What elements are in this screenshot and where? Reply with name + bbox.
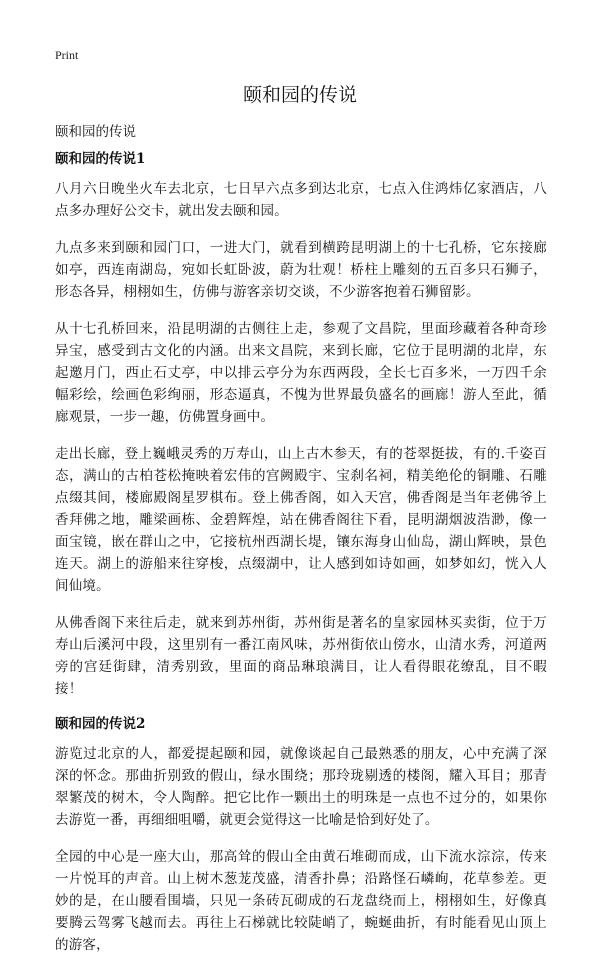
document-subtitle: 颐和园的传说 <box>55 124 136 140</box>
section-heading: 颐和园的传说1 <box>55 151 146 167</box>
document-body <box>55 150 547 971</box>
paragraph: 从佛香阁下来往后走，就来到苏州街，苏州街是著名的皇家园林买卖街，位于万寿山后溪河中段，这里别有一番江南风味，苏州街依山傍水，山清水秀，河道两旁的宫廷街肆，清秀别致，里面的商品琳琅满目，让人看得眼花缭乱，目不暇接！ <box>55 615 547 697</box>
page-title: 颐和园的传说 <box>242 84 357 106</box>
print-link[interactable]: Print <box>55 48 79 62</box>
section-heading: 颐和园的传说2 <box>55 716 146 732</box>
paragraph: 八月六日晚坐火车去北京，七日早六点多到达北京，七点入住鸿炜亿家酒店，八点多办理好公交卡，就出发去颐和园。 <box>55 181 547 219</box>
paragraph: 从十七孔桥回来，沿昆明湖的古侧往上走，参观了文昌院，里面珍藏着各种奇珍异宝，感受到古文化的内涵。出来文昌院，来到长廊，它位于昆明湖的北岸，东起邀月门，西止石丈亭，中以排云亭分为东西两段，全长七百多米，一万四千余幅彩绘，绘画色彩绚丽，形态逼真，不愧为世界最负盛名的画廊！游人至此，循廊观景，一步一趣，仿佛置身画中。 <box>55 321 547 425</box>
paragraph: 全园的中心是一座大山，那高耸的假山全由黄石堆砌而成，山下流水淙淙，传来一片悦耳的声音。山上树木葱茏茂盛，清香扑鼻；沿路怪石嶙峋，花草参差。更妙的是，在山腰看围墙，只见一条砖瓦砌成的石龙盘绕而上，栩栩如生，好像真要腾云驾雾飞越而去。再往上石梯就比较陡峭了，蜿蜒曲折，有时能看见山顶上的游客， <box>55 849 547 953</box>
section <box>55 150 547 700</box>
section <box>55 715 547 956</box>
paragraph: 九点多来到颐和园门口，一进大门，就看到横跨昆明湖上的十七孔桥，它东接廊如亭，西连南湖岛，宛如长虹卧波，蔚为壮观！桥柱上雕刻的五百多只石狮子，形态各异，栩栩如生，仿佛与游客亲切交谈，不少游客抱着石狮留影。 <box>55 240 547 300</box>
paragraph: 游览过北京的人，都爱提起颐和园，就像谈起自己最熟悉的朋友，心中充满了深深的怀念。那曲折别致的假山，绿水围绕；那玲珑剔透的楼阁，耀入耳目；那青翠繁茂的树木，令人陶醉。把它比作一颗出土的明珠是一点也不过分的，如果你去游览一番，再细细咀嚼，就更会觉得这一比喻是恰到好处了。 <box>55 746 547 828</box>
paragraph: 走出长廊，登上巍峨灵秀的万寿山，山上古木参天，有的苍翠挺拔，有的.千姿百态，满山的古柏苍松掩映着宏伟的宫阙殿宇、宝刹名祠，精美绝伦的铜雕、石雕点缀其间，楼廊殿阁星罗棋布。登上佛香阁，如入天宫，佛香阁是当年老佛爷上香拜佛之地，雕梁画栋、金碧辉煌，站在佛香阁往下看，昆明湖烟波浩渺，像一面宝镜，嵌在群山之中，它接杭州西湖长堤，镶东海身山仙岛，湖山辉映，景色连天。湖上的游船来往穿梭，点缀湖中，让人感到如诗如画，如梦如幻，恍入人间仙境。 <box>55 446 547 594</box>
